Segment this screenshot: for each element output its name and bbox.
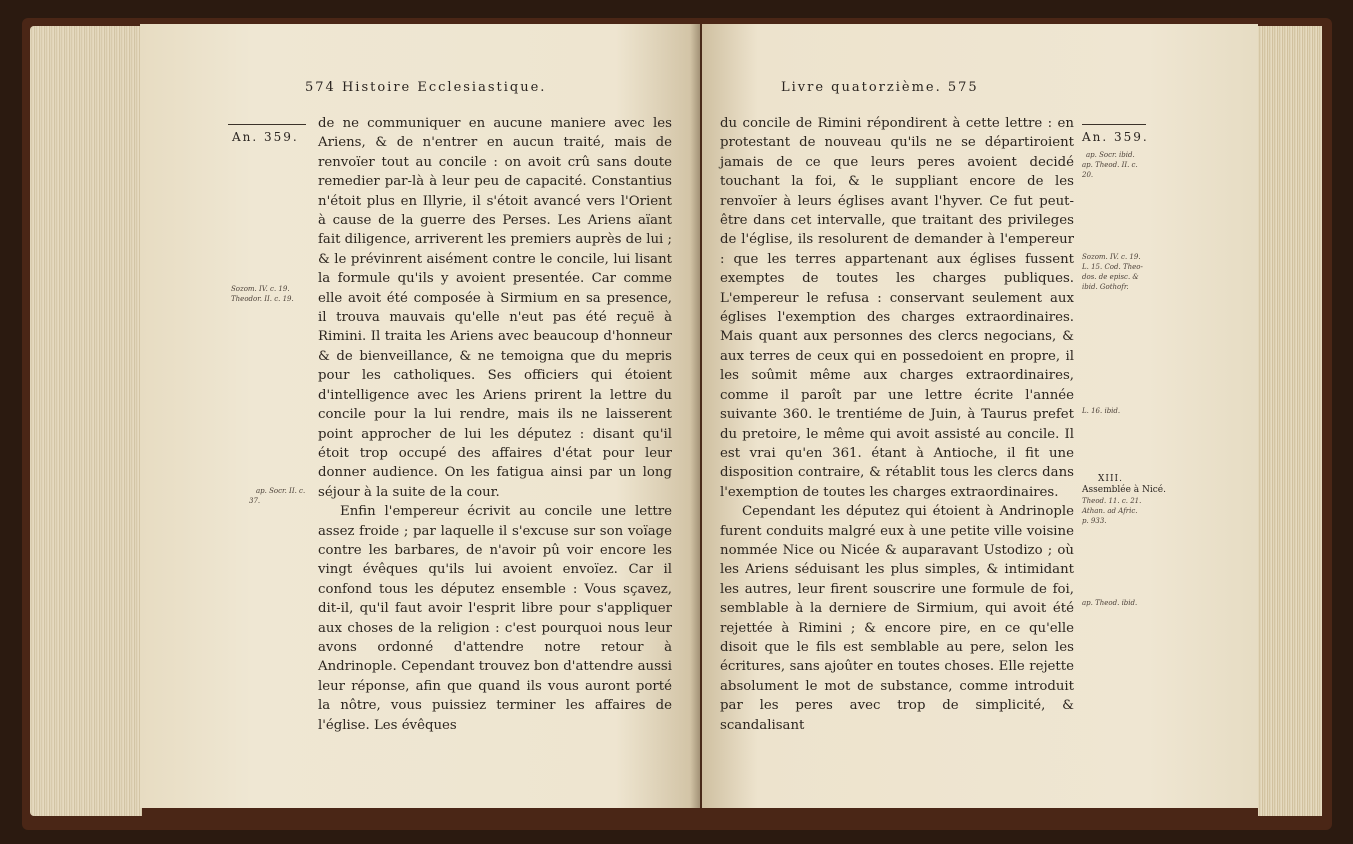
- right-year-label: An. 359.: [1082, 130, 1149, 144]
- right-page-edges: [1258, 26, 1322, 816]
- right-year-rule: [1082, 124, 1146, 125]
- right-margin-note-3: 20.: [1082, 171, 1094, 179]
- left-year-rule: [228, 124, 306, 125]
- right-margin-note-11: p. 933.: [1082, 517, 1107, 525]
- left-margin-note-3: ap. Socr. II. c.: [256, 487, 306, 495]
- right-margin-note-6: dos. de episc. &: [1082, 273, 1139, 281]
- right-margin-note-1: ap. Socr. ibid.: [1086, 151, 1135, 159]
- left-margin-note-4: 37.: [249, 497, 261, 505]
- right-text-block: [720, 114, 1074, 735]
- section-title: Assemblée à Nicé.: [1082, 485, 1166, 495]
- right-margin-note-5: L. 15. Cod. Theo-: [1082, 263, 1143, 271]
- right-margin-note-4: Sozom. IV. c. 19.: [1082, 253, 1141, 261]
- left-margin-note-1: Sozom. IV. c. 19.: [231, 285, 290, 293]
- right-paragraph-1: du concile de Rimini répondirent à cette lettre : en protestant de nouveau qu'ils ne se départiroient jamais de ce que leurs peres avoient decidé touchant la foi, & le suppliant encore de les renvoïer à leurs églises avant l'hyver. Ce fut peut-être dans cet intervalle, que traitant des privileges de l'église, ils resolurent de demander à l'empereur : que les terres appartenant aux églises fussent exemptes de toutes les charges publiques. L'empereur le refusa : conservant seulement aux églises l'exemption des charges extraordinaires. Mais quant aux personnes des clercs negocians, & aux terres de ceux qui en possedoient en propre, il les soûmit même aux charges extraordinaires, comme il paroît par une lettre écrite l'année suivante 360. le trentiéme de Juin, à Taurus prefet du pretoire, le même qui avoit assisté au concile. Il est vrai qu'en 361. étant à Antioche, il fit une disposition contraire, & rétablit tous les clercs dans l'exemption de toutes les charges extraordinaires.: [720, 116, 1074, 500]
- left-page-edges: [30, 26, 142, 816]
- right-margin-note-9: Theod. 11. c. 21.: [1082, 497, 1142, 505]
- right-margin-note-12: ap. Theod. ibid.: [1082, 599, 1138, 607]
- left-running-head: 574 Histoire Ecclesiastique.: [305, 80, 547, 95]
- right-margin-note-7: ibid. Gothofr.: [1082, 283, 1129, 291]
- left-paragraph-2: Enfin l'empereur écrivit au concile une lettre assez froide ; par laquelle il s'excuse sur son voïage contre les barbares, de n'avoir pû voir encore les vingt évêques qu'ils lui avoient envoïez. Car il confond tous les députez ensemble : Vous sçavez, dit-il, qu'il faut avoir l'esprit libre pour s'appliquer aux choses de la religion : c'est pourquoi nous leur avons ordonné d'attendre notre retour à Andrinople. Cependant trouvez bon d'attendre aussi leur réponse, afin que quand ils vous auront porté la nôtre, vous puissiez terminer les affaires de l'église. Les évêques: [318, 504, 672, 733]
- right-margin-note-10: Athan. ad Afric.: [1082, 507, 1138, 515]
- left-paragraph-1: de ne communiquer en aucune maniere avec les Ariens, & de n'entrer en aucun traité, mais de renvoïer tout au concile : on avoit crû sans doute remedier par-là à leur peu de capacité. Constantius n'étoit plus en Illyrie, il s'étoit avancé vers l'Orient à cause de la guerre des Perses. Les Ariens aïant fait diligence, arriverent les premiers auprès de lui ; & le prévinrent aisément contre le concile, lui lisant la formule qu'ils y avoient presentée. Car comme elle avoit été composée à Sirmium en sa presence, il trouva mauvais qu'elle n'eut pas été reçuë à Rimini. Il traita les Ariens avec beaucoup d'honneur & de bienveillance, & ne temoigna que du mepris pour les catholiques. Ses officiers qui étoient d'intelligence avec les Ariens prirent la lettre du concile pour la lui rendre, mais ils ne laisserent point approcher de lui les députez : disant qu'il étoit trop occupé des affaires d'état pour leur donner audience. On les fatigua ainsi par un long séjour à la suite de la cour.: [318, 116, 672, 500]
- right-margin-note-8: L. 16. ibid.: [1082, 407, 1121, 415]
- right-running-head: Livre quatorzième. 575: [781, 80, 979, 95]
- right-paragraph-2: Cependant les députez qui étoient à Andrinople furent conduits malgré eux à une petite ville voisine nommée Nice ou Nicée & auparavant Ustodizo ; où les Ariens séduisant les plus simples, & intimidant les autres, leur firent souscrire une formule de foi, semblable à la derniere de Sirmium, qui avoit été rejettée à Rimini ; & encore pire, en ce qu'elle disoit que le fils est semblable au pere, selon les écritures, sans ajoûter en toutes choses. Elle rejette absolument le mot de substance, comme introduit par les peres avec trop de simplicité, & scandalisant: [720, 504, 1074, 733]
- left-text-block: [318, 114, 672, 735]
- left-year-label: An. 359.: [232, 130, 299, 144]
- section-number: XIII.: [1098, 474, 1123, 484]
- left-margin-note-2: Theodor. II. c. 19.: [231, 295, 294, 303]
- right-margin-note-2: ap. Theod. II. c.: [1082, 161, 1138, 169]
